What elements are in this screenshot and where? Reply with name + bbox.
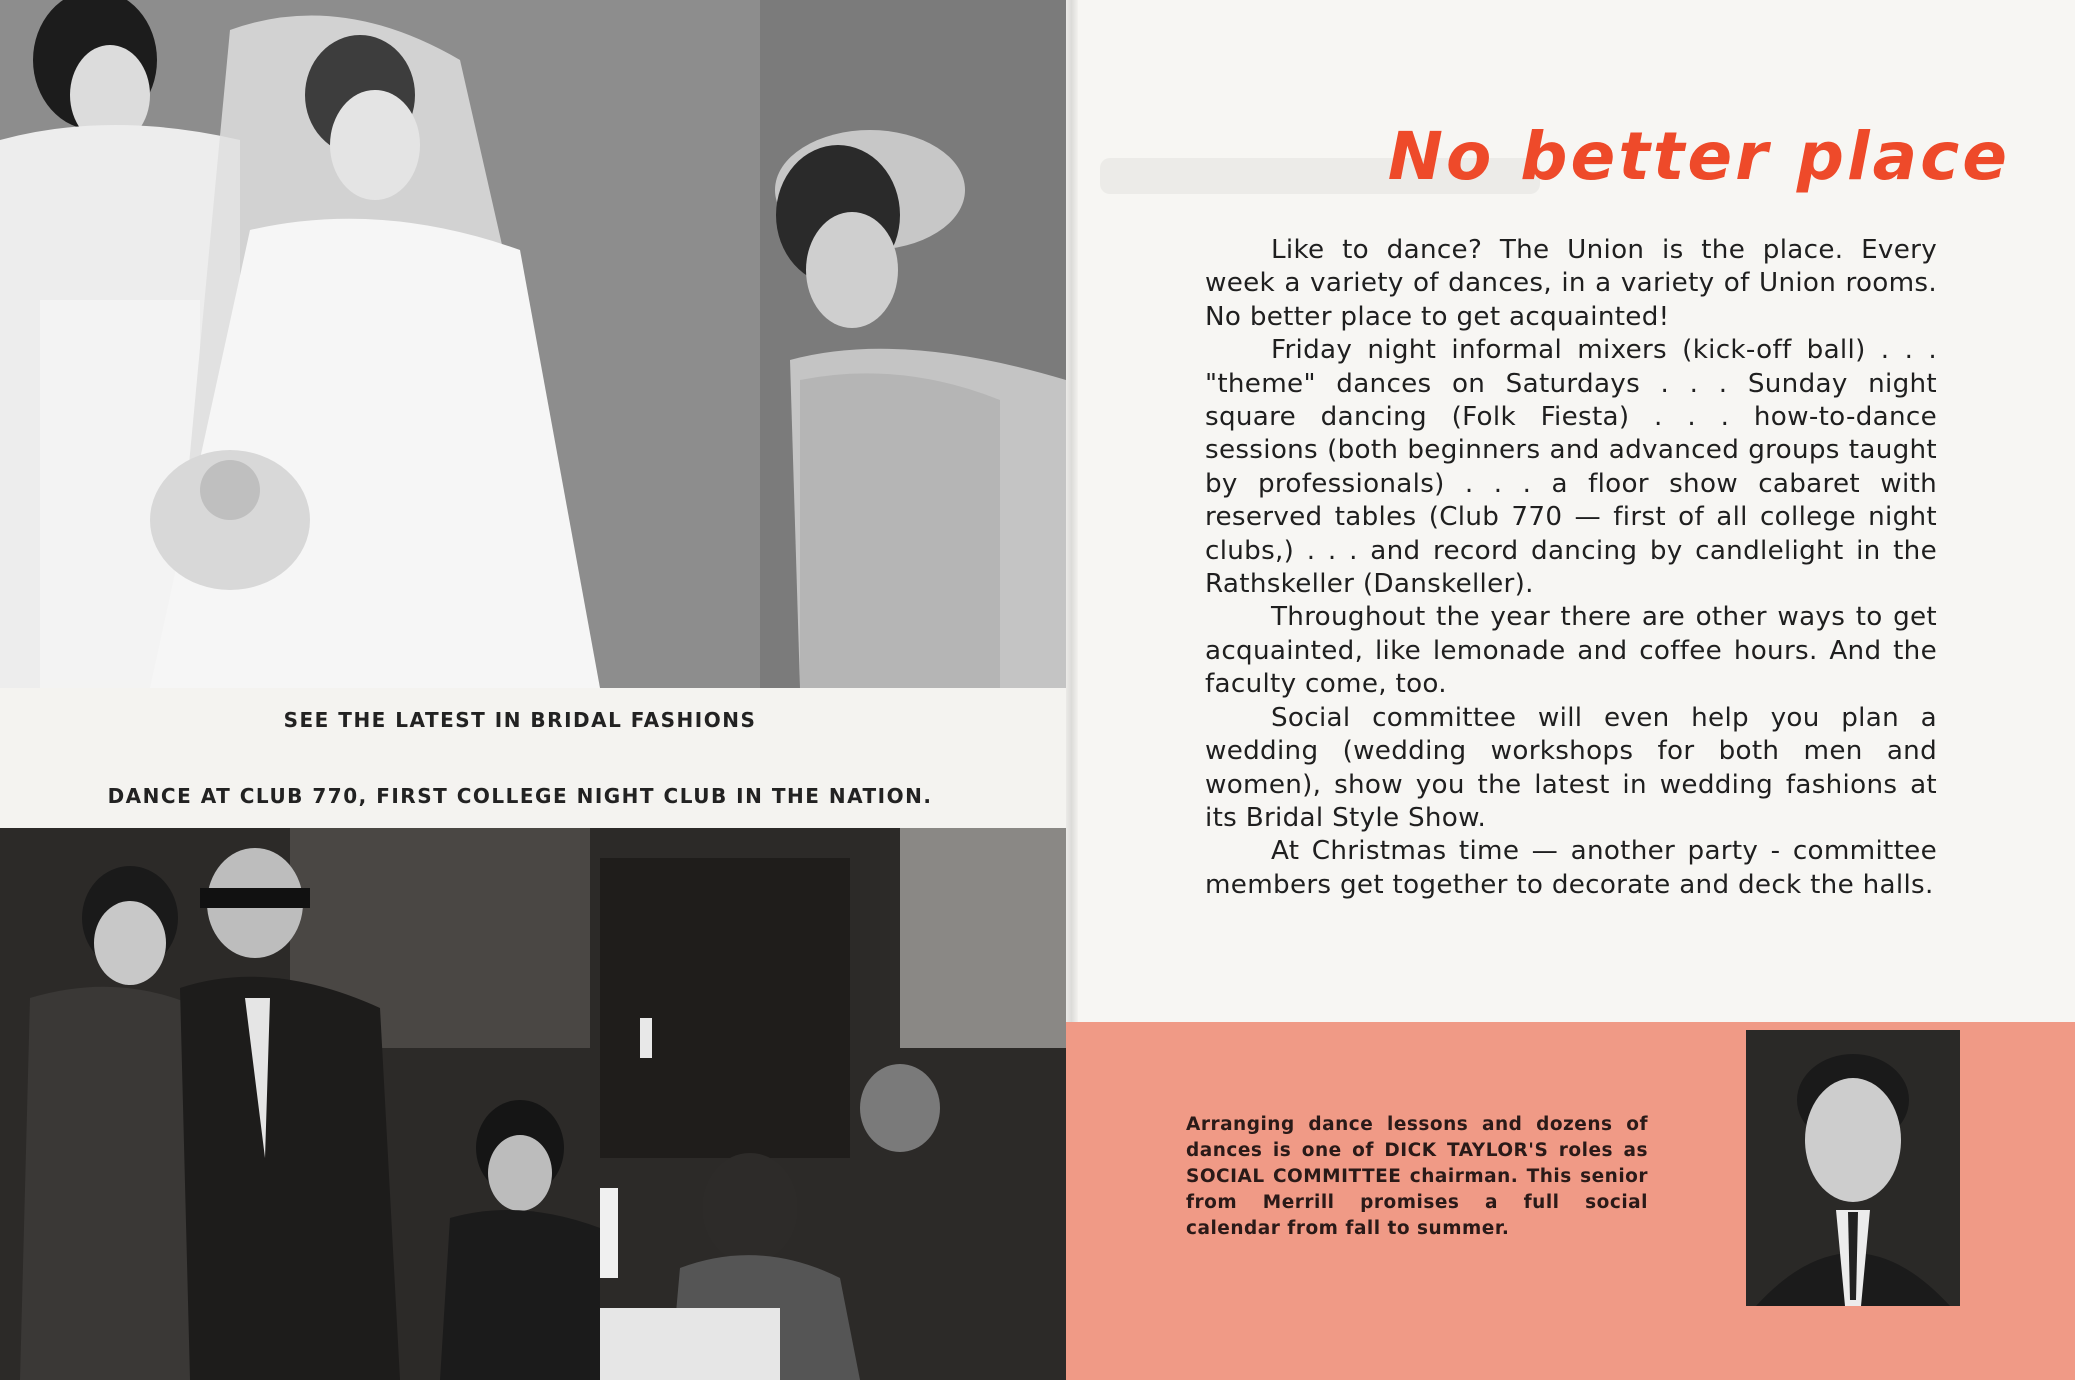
paragraph: Like to dance? The Union is the place. Every week a variety of dances, in a variety of Union rooms. No better place to get acquainted!	[1205, 235, 1937, 332]
portrait-photo	[1746, 1030, 1960, 1306]
paragraph: Friday night informal mixers (kick-off ball) . . . "theme" dances on Saturdays . . . Sunday night square dancing (Folk Fiesta) . . . how-to-dance sessions (both beginners and advanced groups taught by professionals) . . . a floor show cabaret with reserved tables (Club 770 — first of all college night clubs,) . . . and record dancing by candlelight in the Rathskeller (Danskeller).	[1205, 335, 1937, 600]
sidebar-note: Arranging dance lessons and dozens of dances is one of DICK TAYLOR'S roles as SOCIAL COMMITTEE chairman. This senior from Merrill promises a full social calendar from fall to summer.	[1186, 1114, 1648, 1239]
bridal-caption: SEE THE LATEST IN BRIDAL FASHIONS	[283, 708, 757, 732]
bridal-fashion-photo	[0, 0, 1066, 688]
article-body	[1205, 234, 1937, 902]
club-caption: DANCE AT CLUB 770, FIRST COLLEGE NIGHT CLUB IN THE NATION.	[107, 784, 933, 808]
paragraph: Throughout the year there are other ways to get acquainted, like lemonade and coffee hours. And the faculty come, too.	[1205, 602, 1937, 700]
paragraph: Social committee will even help you plan a wedding (wedding workshops for both men and women), show you the latest in wedding fashions at its Bridal Style Show.	[1205, 702, 1937, 833]
club-770-dance-photo	[0, 828, 1066, 1380]
paragraph: At Christmas time — another party - committee members get together to decorate and deck the halls.	[1205, 836, 1937, 900]
page-title: No better place	[1387, 118, 2010, 195]
